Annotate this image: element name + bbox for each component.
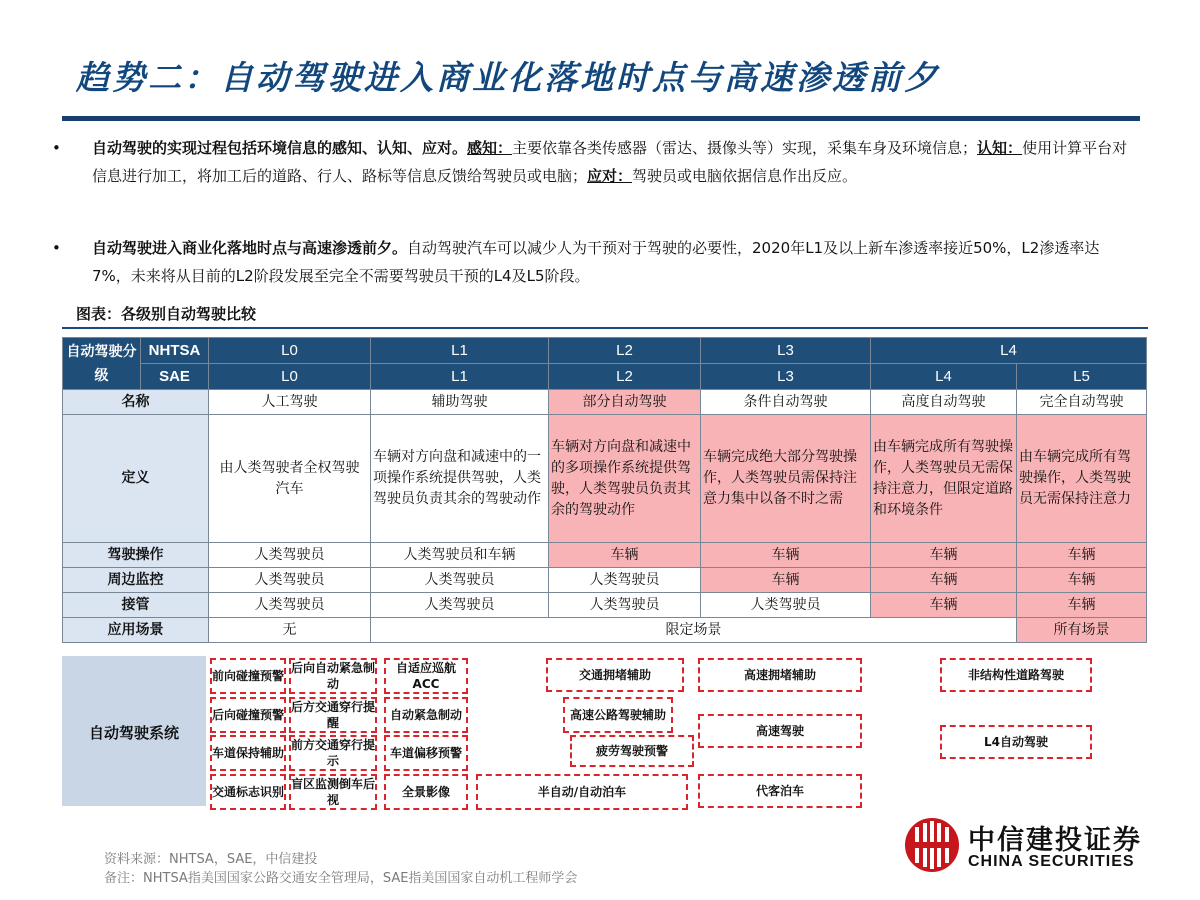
table-cell: 车辆对方向盘和减速中的一项操作系统提供驾驶，人类驾驶员负责其余的驾驶动作 (371, 415, 549, 543)
system-box: 全景影像 (384, 774, 468, 810)
nhtsa-level: L0 (209, 338, 371, 364)
bullet-1-label-cognition: 认知： (977, 139, 1023, 157)
sae-label: SAE (141, 364, 209, 390)
bullet-1-label-response: 应对： (587, 167, 633, 185)
footnote: 备注：NHTSA指美国国家公路交通安全管理局，SAE指美国国家自动机工程师学会 (104, 871, 578, 886)
corner-cell: 自动驾驶分级 (63, 338, 141, 390)
sae-level: L1 (371, 364, 549, 390)
table-row (63, 364, 1147, 390)
system-box: 后方交通穿行提醒 (289, 697, 377, 733)
logo-text-cn: 中信建投证券 (968, 825, 1142, 856)
system-label: 自动驾驶系统 (88, 724, 179, 742)
system-box: 高速公路驾驶辅助 (563, 697, 673, 733)
sae-level: L2 (549, 364, 701, 390)
logo-text-en: CHINA SECURITIES (968, 853, 1135, 870)
table-cell: 车辆 (549, 543, 701, 568)
table-cell: 人类驾驶员 (209, 543, 371, 568)
caption-underline (62, 327, 1148, 329)
system-box: 半自动/自动泊车 (476, 774, 688, 810)
table-row (63, 593, 1147, 618)
table-cell: 车辆 (871, 568, 1017, 593)
table-cell: 人类驾驶员 (209, 568, 371, 593)
bullet-2-lead: 自动驾驶进入商业化落地时点与高速渗透前夕。 (92, 239, 408, 257)
title-underline (62, 116, 1140, 121)
bullet-1 (46, 134, 1136, 190)
table-cell: 高度自动驾驶 (871, 390, 1017, 415)
row-label-definition: 定义 (63, 415, 209, 543)
table-cell: 部分自动驾驶 (549, 390, 701, 415)
table-cell: 车辆 (1017, 593, 1147, 618)
table-cell: 车辆 (871, 543, 1017, 568)
page-title: 趋势二：自动驾驶进入商业化落地时点与高速渗透前夕 (76, 58, 940, 97)
system-box: L4自动驾驶 (940, 725, 1092, 759)
source-note: 资料来源：NHTSA，SAE，中信建投 (104, 852, 318, 867)
table-cell: 车辆 (871, 593, 1017, 618)
table-row (63, 568, 1147, 593)
system-box: 高速拥堵辅助 (698, 658, 862, 692)
system-box: 后向碰撞预警 (210, 697, 286, 733)
system-box: 盲区监测倒车后视 (289, 774, 377, 810)
row-label-operation: 驾驶操作 (63, 543, 209, 568)
sae-level: L5 (1017, 364, 1147, 390)
row-label-scenario: 应用场景 (63, 618, 209, 643)
table-row (63, 390, 1147, 415)
system-box: 前方交通穿行提示 (289, 735, 377, 771)
system-box: 代客泊车 (698, 774, 862, 808)
table-cell: 人类驾驶员 (371, 593, 549, 618)
row-label-monitoring: 周边监控 (63, 568, 209, 593)
table-row (63, 543, 1147, 568)
table-cell: 车辆完成绝大部分驾驶操作，人类驾驶员需保持注意力集中以备不时之需 (701, 415, 871, 543)
sae-level: L0 (209, 364, 371, 390)
table-cell: 人工驾驶 (209, 390, 371, 415)
table-cell: 人类驾驶员 (209, 593, 371, 618)
level-comparison-table (62, 337, 1147, 643)
table-cell: 完全自动驾驶 (1017, 390, 1147, 415)
table-cell: 车辆对方向盘和减速中的多项操作系统提供驾驶，人类驾驶员负责其余的驾驶动作 (549, 415, 701, 543)
table-cell: 人类驾驶员 (549, 593, 701, 618)
system-box: 交通拥堵辅助 (546, 658, 684, 692)
nhtsa-level: L2 (549, 338, 701, 364)
bullet-1-lead: 自动驾驶的实现过程包括环境信息的感知、认知、应对。 (92, 139, 468, 157)
china-securities-logo-icon (902, 815, 962, 875)
row-label-name: 名称 (63, 390, 209, 415)
bullet-1-text-cognition: 使用计算平台对信息进行加工，将加工后的道路、行人、路标等信息反馈给驾驶员或电脑； (92, 139, 1128, 185)
nhtsa-level: L3 (701, 338, 871, 364)
system-box: 后向自动紧急制动 (289, 658, 377, 694)
table-cell: 人类驾驶员 (701, 593, 871, 618)
table-cell: 条件自动驾驶 (701, 390, 871, 415)
nhtsa-label: NHTSA (141, 338, 209, 364)
nhtsa-level: L4 (871, 338, 1147, 364)
bullet-2 (46, 234, 1136, 290)
table-cell: 辅助驾驶 (371, 390, 549, 415)
system-box: 车道保持辅助 (210, 735, 286, 771)
system-box: 交通标志识别 (210, 774, 286, 810)
table-cell: 车辆 (701, 543, 871, 568)
table-cell: 由车辆完成所有驾驶操作，人类驾驶员无需保持注意力 (1017, 415, 1147, 543)
sae-level: L4 (871, 364, 1017, 390)
table-row (63, 338, 1147, 364)
sae-level: L3 (701, 364, 871, 390)
system-box: 疲劳驾驶预警 (570, 735, 694, 767)
row-label-takeover: 接管 (63, 593, 209, 618)
system-box: 高速驾驶 (698, 714, 862, 748)
table-cell: 车辆 (1017, 543, 1147, 568)
system-box: 自适应巡航ACC (384, 658, 468, 694)
table-cell: 限定场景 (371, 618, 1017, 643)
system-box: 自动紧急制动 (384, 697, 468, 733)
table-cell: 人类驾驶员 (371, 568, 549, 593)
table-row (63, 415, 1147, 543)
table-cell: 车辆 (701, 568, 871, 593)
bullet-1-text-perception: 主要依靠各类传感器（雷达、摄像头等）实现，采集车身及环境信息； (512, 139, 978, 157)
table-cell: 所有场景 (1017, 618, 1147, 643)
bullet-marker: • (52, 139, 61, 157)
table-cell: 由人类驾驶者全权驾驶汽车 (209, 415, 371, 543)
table-cell: 无 (209, 618, 371, 643)
system-box: 车道偏移预警 (384, 735, 468, 771)
nhtsa-level: L1 (371, 338, 549, 364)
bullet-1-label-perception: 感知： (467, 139, 513, 157)
bullet-marker: • (52, 239, 61, 257)
system-box: 非结构性道路驾驶 (940, 658, 1092, 692)
system-box: 前向碰撞预警 (210, 658, 286, 694)
bullet-2-text: 自动驾驶汽车可以减少人为干预对于驾驶的必要性，2020年L1及以上新车渗透率接近50%，L2渗透率达7%，未来将从目前的L2阶段发展至完全不需要驾驶员干预的L4及L5阶段。 (92, 239, 1100, 285)
table-row (63, 618, 1147, 643)
table-cell: 由车辆完成所有驾驶操作，人类驾驶员无需保持注意力，但限定道路和环境条件 (871, 415, 1017, 543)
table-cell: 人类驾驶员 (549, 568, 701, 593)
bullet-1-text-response: 驾驶员或电脑依据信息作出反应。 (632, 167, 858, 185)
chart-caption: 图表：各级别自动驾驶比较 (76, 305, 257, 323)
table-cell: 车辆 (1017, 568, 1147, 593)
table-cell: 人类驾驶员和车辆 (371, 543, 549, 568)
